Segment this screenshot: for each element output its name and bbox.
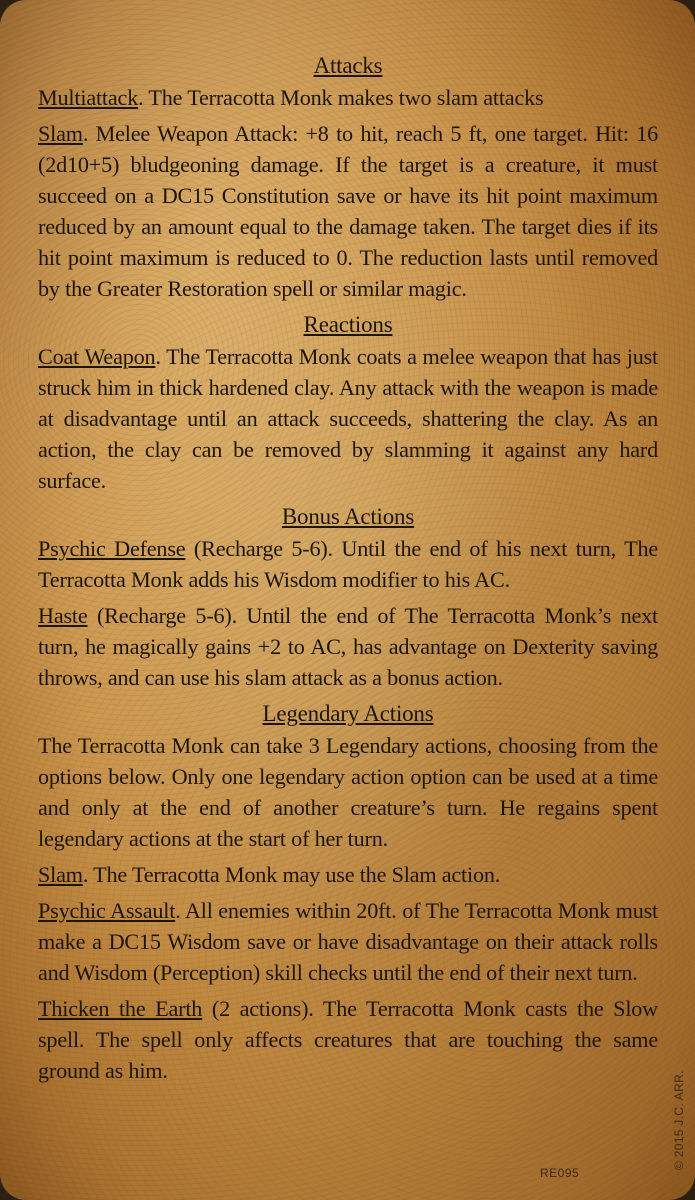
multiattack-text: . The Terracotta Monk makes two slam attacks <box>138 85 544 110</box>
psychic-assault-entry <box>38 895 658 988</box>
card-content <box>38 50 658 1091</box>
slam-attack-entry <box>38 118 658 304</box>
copyright-notice: © 2015 J.C. ARR. <box>672 1070 686 1170</box>
psychic-defense-title: Psychic Defense <box>38 536 186 561</box>
coat-weapon-text: . The Terracotta Monk coats a melee weapon that has just struck him in thick hardened clay. Any attack with the weapon is made at disadvantage until an attack succeeds, shattering the clay. As an action, the clay can be removed by slamming it against any hard surface. <box>38 344 659 493</box>
psychic-defense-text: (Recharge 5-6). Until the end of his next turn, The Terracotta Monk adds his Wisdom modifier to his AC. <box>38 536 658 592</box>
coat-weapon-title: Coat Weapon <box>38 344 156 369</box>
thicken-earth-title: Thicken the Earth <box>38 996 203 1021</box>
coat-weapon-entry <box>38 341 658 496</box>
thicken-earth-entry <box>38 993 658 1086</box>
psychic-defense-entry <box>38 533 658 595</box>
haste-text: (Recharge 5-6). Until the end of The Terracotta Monk’s next turn, he magically gains +2 to AC, has advantage on Dexterity saving throws, and can use his slam attack as a bonus action. <box>38 603 658 690</box>
bonus-actions-heading: Bonus Actions <box>281 504 415 529</box>
legendary-slam-entry <box>38 859 658 890</box>
attacks-heading: Attacks <box>313 53 383 78</box>
multiattack-title: Multiattack <box>38 85 139 110</box>
thicken-earth-text: (2 actions). The Terracotta Monk casts the Slow spell. The spell only affects creatures that are touching the same ground as him. <box>38 996 658 1083</box>
psychic-assault-text: . All enemies within 20ft. of The Terracotta Monk must make a DC15 Wisdom save or have disadvantage on their attack rolls and Wisdom (Perception) skill checks until the end of their next turn. <box>38 898 658 985</box>
legendary-intro: The Terracotta Monk can take 3 Legendary actions, choosing from the options below. Only one legendary action option can be used at a time and only at the end of another creature’s turn. He regains spent legendary actions at the start of her turn. <box>38 733 658 851</box>
legendary-slam-title: Slam <box>38 862 83 887</box>
card-code: RE095 <box>540 1166 580 1180</box>
haste-title: Haste <box>38 603 88 628</box>
reactions-heading: Reactions <box>303 312 393 337</box>
slam-attack-title: Slam <box>38 121 83 146</box>
haste-entry <box>38 600 658 693</box>
legendary-actions-heading: Legendary Actions <box>262 701 434 726</box>
psychic-assault-title: Psychic Assault <box>38 898 176 923</box>
multiattack-entry <box>38 82 658 113</box>
slam-attack-text: . Melee Weapon Attack: +8 to hit, reach 5 ft, one target. Hit: 16 (2d10+5) bludgeoning damage. If the target is a creature, it must succeed on a DC15 Constitution save or have its hit point maximum reduced by an amount equal to the damage taken. The target dies if its hit point maximum is reduced to 0. The reduction lasts until removed by the Greater Restoration spell or similar magic. <box>38 121 658 301</box>
legendary-slam-text: . The Terracotta Monk may use the Slam action. <box>82 862 501 887</box>
